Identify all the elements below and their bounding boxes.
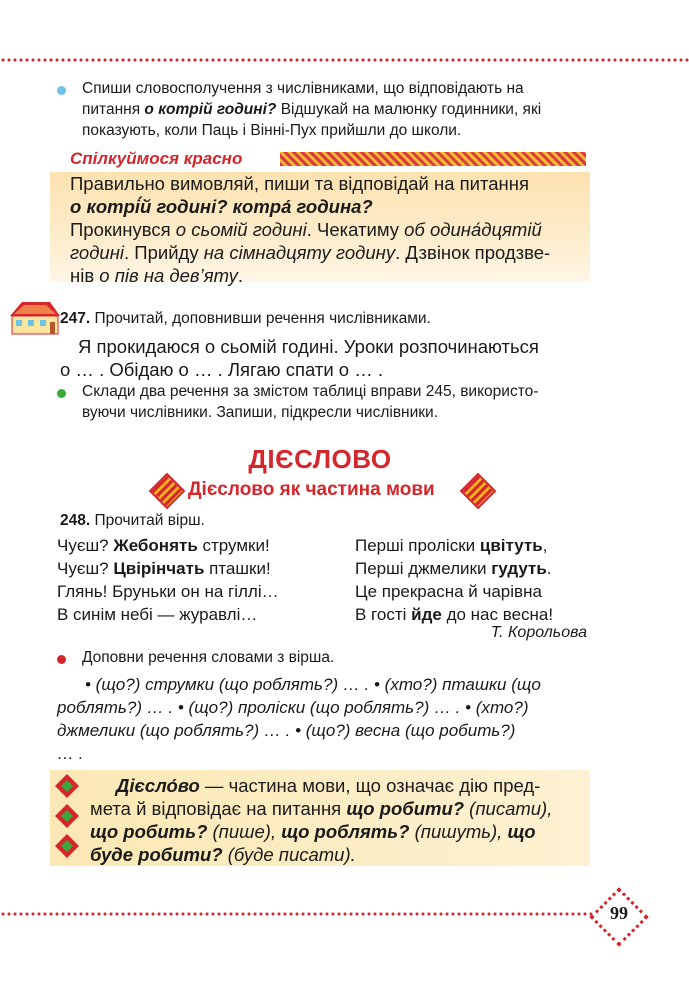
poem-line: Це прекрасна й чарівна bbox=[355, 582, 542, 601]
red-bullet-icon bbox=[57, 655, 66, 664]
green-bullet-icon bbox=[57, 389, 66, 398]
ornament-right-icon bbox=[460, 473, 497, 510]
poem-right-column bbox=[355, 534, 595, 626]
exercise-248-subtask: Доповни речення словами з вірша. bbox=[82, 649, 335, 666]
definition-line: що робить? (пише), що роблять? (пишуть), що bbox=[90, 821, 536, 842]
exercise-line: о … . Обідаю о … . Лягаю спати о … . bbox=[60, 359, 384, 380]
poem-line: Перші джмелики гудуть. bbox=[355, 559, 552, 578]
blue-bullet-icon bbox=[57, 86, 66, 95]
ornament-left-icon bbox=[149, 473, 186, 510]
poem-left-column bbox=[57, 534, 347, 626]
definition-text bbox=[90, 774, 580, 866]
poem-line: Чуєш? Жебонять струмки! bbox=[57, 536, 270, 555]
top-ornament-border bbox=[0, 57, 689, 63]
speech-text bbox=[70, 172, 588, 287]
poem-line: Глянь! Бруньки он на гіллі… bbox=[57, 582, 279, 601]
task-line: Спиши словосполучення з числівниками, що відповідають на bbox=[82, 80, 524, 97]
exercise-instruction: Прочитай, доповнивши речення числівниками. bbox=[94, 310, 431, 327]
ornament-strip bbox=[280, 152, 586, 166]
exercise-248-task bbox=[60, 510, 205, 531]
task-line: показують, коли Паць і Вінні-Пух прийшли до школи. bbox=[82, 122, 462, 139]
task-line: Склади два речення за змістом таблиці вправи 245, використо- bbox=[82, 383, 539, 400]
exercise-line: Я прокидаюся о сьомій годині. Уроки розпочинаються bbox=[78, 336, 539, 357]
task-text bbox=[82, 78, 592, 141]
poem-line: В синім небі — журавлі… bbox=[57, 605, 258, 624]
exercise-247-task bbox=[60, 308, 590, 329]
speech-line: Прокинувся о сьомій годині. Чекатиму об одина́дцятій bbox=[70, 219, 542, 240]
section-subtitle: Дієслово як частина мови bbox=[188, 479, 435, 500]
speech-line: Правильно вимовляй, пиши та відповідай на питання bbox=[70, 173, 530, 194]
page-number: 99 bbox=[610, 903, 628, 923]
embroidery-ornament-icon bbox=[52, 772, 82, 864]
exercise-instruction: Прочитай вірш. bbox=[94, 512, 205, 529]
task-line: вуючи числівники. Запиши, підкресли числівники. bbox=[82, 404, 439, 421]
section-heading: Спілкуймося красно bbox=[70, 149, 243, 168]
speech-line: о котрі́й годині? котра́ година? bbox=[70, 196, 373, 217]
exercise-number: 248. bbox=[60, 512, 91, 529]
poem-line: Чуєш? Цвірінчать пташки! bbox=[57, 559, 271, 578]
bottom-ornament-border bbox=[0, 911, 600, 917]
task-line: питання о котрій годині? Відшукай на малюнку годинники, які bbox=[82, 101, 542, 118]
section-title: ДІЄСЛОВО bbox=[248, 444, 392, 474]
exercise-number: 247. bbox=[60, 310, 91, 327]
exercise-247-text bbox=[60, 335, 590, 381]
poem-author: Т. Корольова bbox=[490, 624, 587, 641]
fill-line: … . bbox=[57, 744, 84, 763]
fill-line: джмелики (що роблять?) … . • (що?) весна (що робить?) bbox=[57, 721, 516, 740]
fill-line: • (що?) струмки (що роблять?) … . • (хто?) пташки (що bbox=[85, 675, 541, 694]
house-icon bbox=[6, 298, 62, 338]
definition-line: мета й відповідає на питання що робити? (писати), bbox=[90, 798, 553, 819]
exercise-247-subtask bbox=[82, 381, 592, 423]
fill-line: роблять?) … . • (що?) проліски (що роблять?) … . • (хто?) bbox=[57, 698, 529, 717]
speech-line: нів о пів на дев’яту. bbox=[70, 265, 243, 286]
definition-line: буде робити? (буде писати). bbox=[90, 844, 356, 865]
fill-in-text bbox=[57, 673, 589, 765]
speech-line: годині. Прийду на сімнадцяту годину. Дзвінок продзве- bbox=[70, 242, 551, 263]
poem-line: Перші проліски цвітуть, bbox=[355, 536, 548, 555]
poem-line: В гості йде до нас весна! bbox=[355, 605, 554, 624]
definition-line: Дієсло́во — частина мови, що означає дію пред- bbox=[116, 775, 541, 796]
